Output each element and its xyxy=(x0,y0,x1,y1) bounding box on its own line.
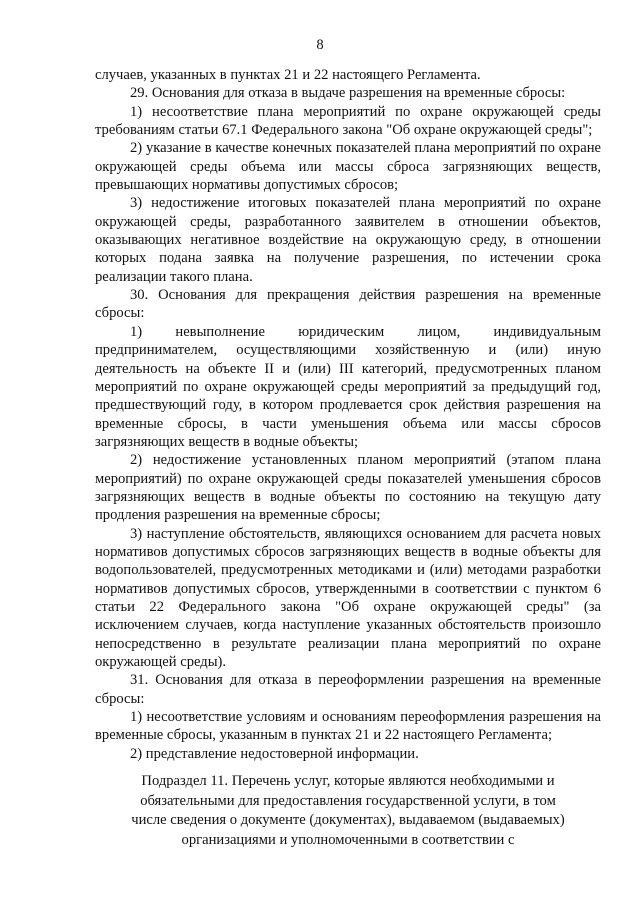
paragraph-30-item-3: 3) наступление обстоятельств, являющихся основанием для расчета новых нормативов допустимых сбросов загрязняющих веществ в водные объекты для водопользователей, предусмотренных методиками и (или) методами разработки нормативов допустимых сбросов, утвержденными в соответствии с пунктом 6 статьи 22 Федерального закона "Об охране окружающей среды" (за исключением случаев, когда наступление указанных обстоятельств произошло непосредственно в результате реализации плана мероприятий по охране окружающей среды). xyxy=(95,525,601,670)
subsection-heading-line: Подраздел 11. Перечень услуг, которые являются необходимыми и xyxy=(141,773,555,789)
paragraph-31-item-2: 2) представление недостоверной информации. xyxy=(130,745,419,762)
subsection-heading-line: организациями и уполномоченными в соответствии с xyxy=(181,831,515,848)
paragraph-30-heading: 30. Основания для прекращения действия разрешения на временные сбросы: xyxy=(95,287,601,322)
paragraph-29-item-2: 2) указание в качестве конечных показателей плана мероприятий по охране окружающей среды объема или массы сброса загрязняющих веществ, превышающих нормативы допустимых сбросов; xyxy=(95,140,601,194)
page-number: 8 xyxy=(316,37,324,53)
paragraph-31-heading: 31. Основания для отказа в переоформлении разрешения на временные сбросы: xyxy=(95,672,601,707)
paragraph-continuation: случаев, указанных в пунктах 21 и 22 настоящего Регламента. xyxy=(95,67,481,83)
document-body xyxy=(95,66,601,763)
paragraph-30-item-1: 1) невыполнение юридическим лицом, индивидуальным предпринимателем, осуществляющими хозяйственную и (или) иную деятельность на объекте II и (или) III категорий, предусмотренных планом мероприятий по охране окружающей среды мероприятий за предыдущий год, предшествующий году, в котором продлевается срок действия разрешения на временные сбросы, в части уменьшения объема или массы сбросов загрязняющих веществ в водные объекты; xyxy=(95,323,601,450)
subsection-heading xyxy=(95,772,601,850)
subsection-heading-line: числе сведения о документе (документах), выдаваемом (выдаваемых) xyxy=(131,812,565,828)
paragraph-29-item-1: 1) несоответствие плана мероприятий по охране окружающей среды требованиям статьи 67.1 Федерального закона "Об охране окружающей среды"; xyxy=(95,103,601,139)
paragraph-30-item-2: 2) недостижение установленных планом мероприятий (этапом плана мероприятий) по охране окружающей среды показателей уменьшения сбросов загрязняющих веществ в водные объекты по состоянию на текущую дату продления разрешения на временные сбросы; xyxy=(95,452,601,524)
subsection-heading-line: обязательными для предоставления государственной услуги, в том xyxy=(140,792,556,809)
paragraph-31-item-1: 1) несоответствие условиям и основаниям переоформления разрешения на временные сбросы, указанным в пунктах 21 и 22 настоящего Регламента; xyxy=(95,709,601,744)
paragraph-29-item-3: 3) недостижение итоговых показателей плана мероприятий по охране окружающей среды, разработанного заявителем в отношении объектов, оказывающих негативное воздействие на окружающую среду, в отношении которых подана заявка на получение разрешения, по истечении срока реализации такого плана. xyxy=(95,195,601,285)
paragraph-29-heading: 29. Основания для отказа в выдаче разрешения на временные сбросы: xyxy=(130,85,566,102)
